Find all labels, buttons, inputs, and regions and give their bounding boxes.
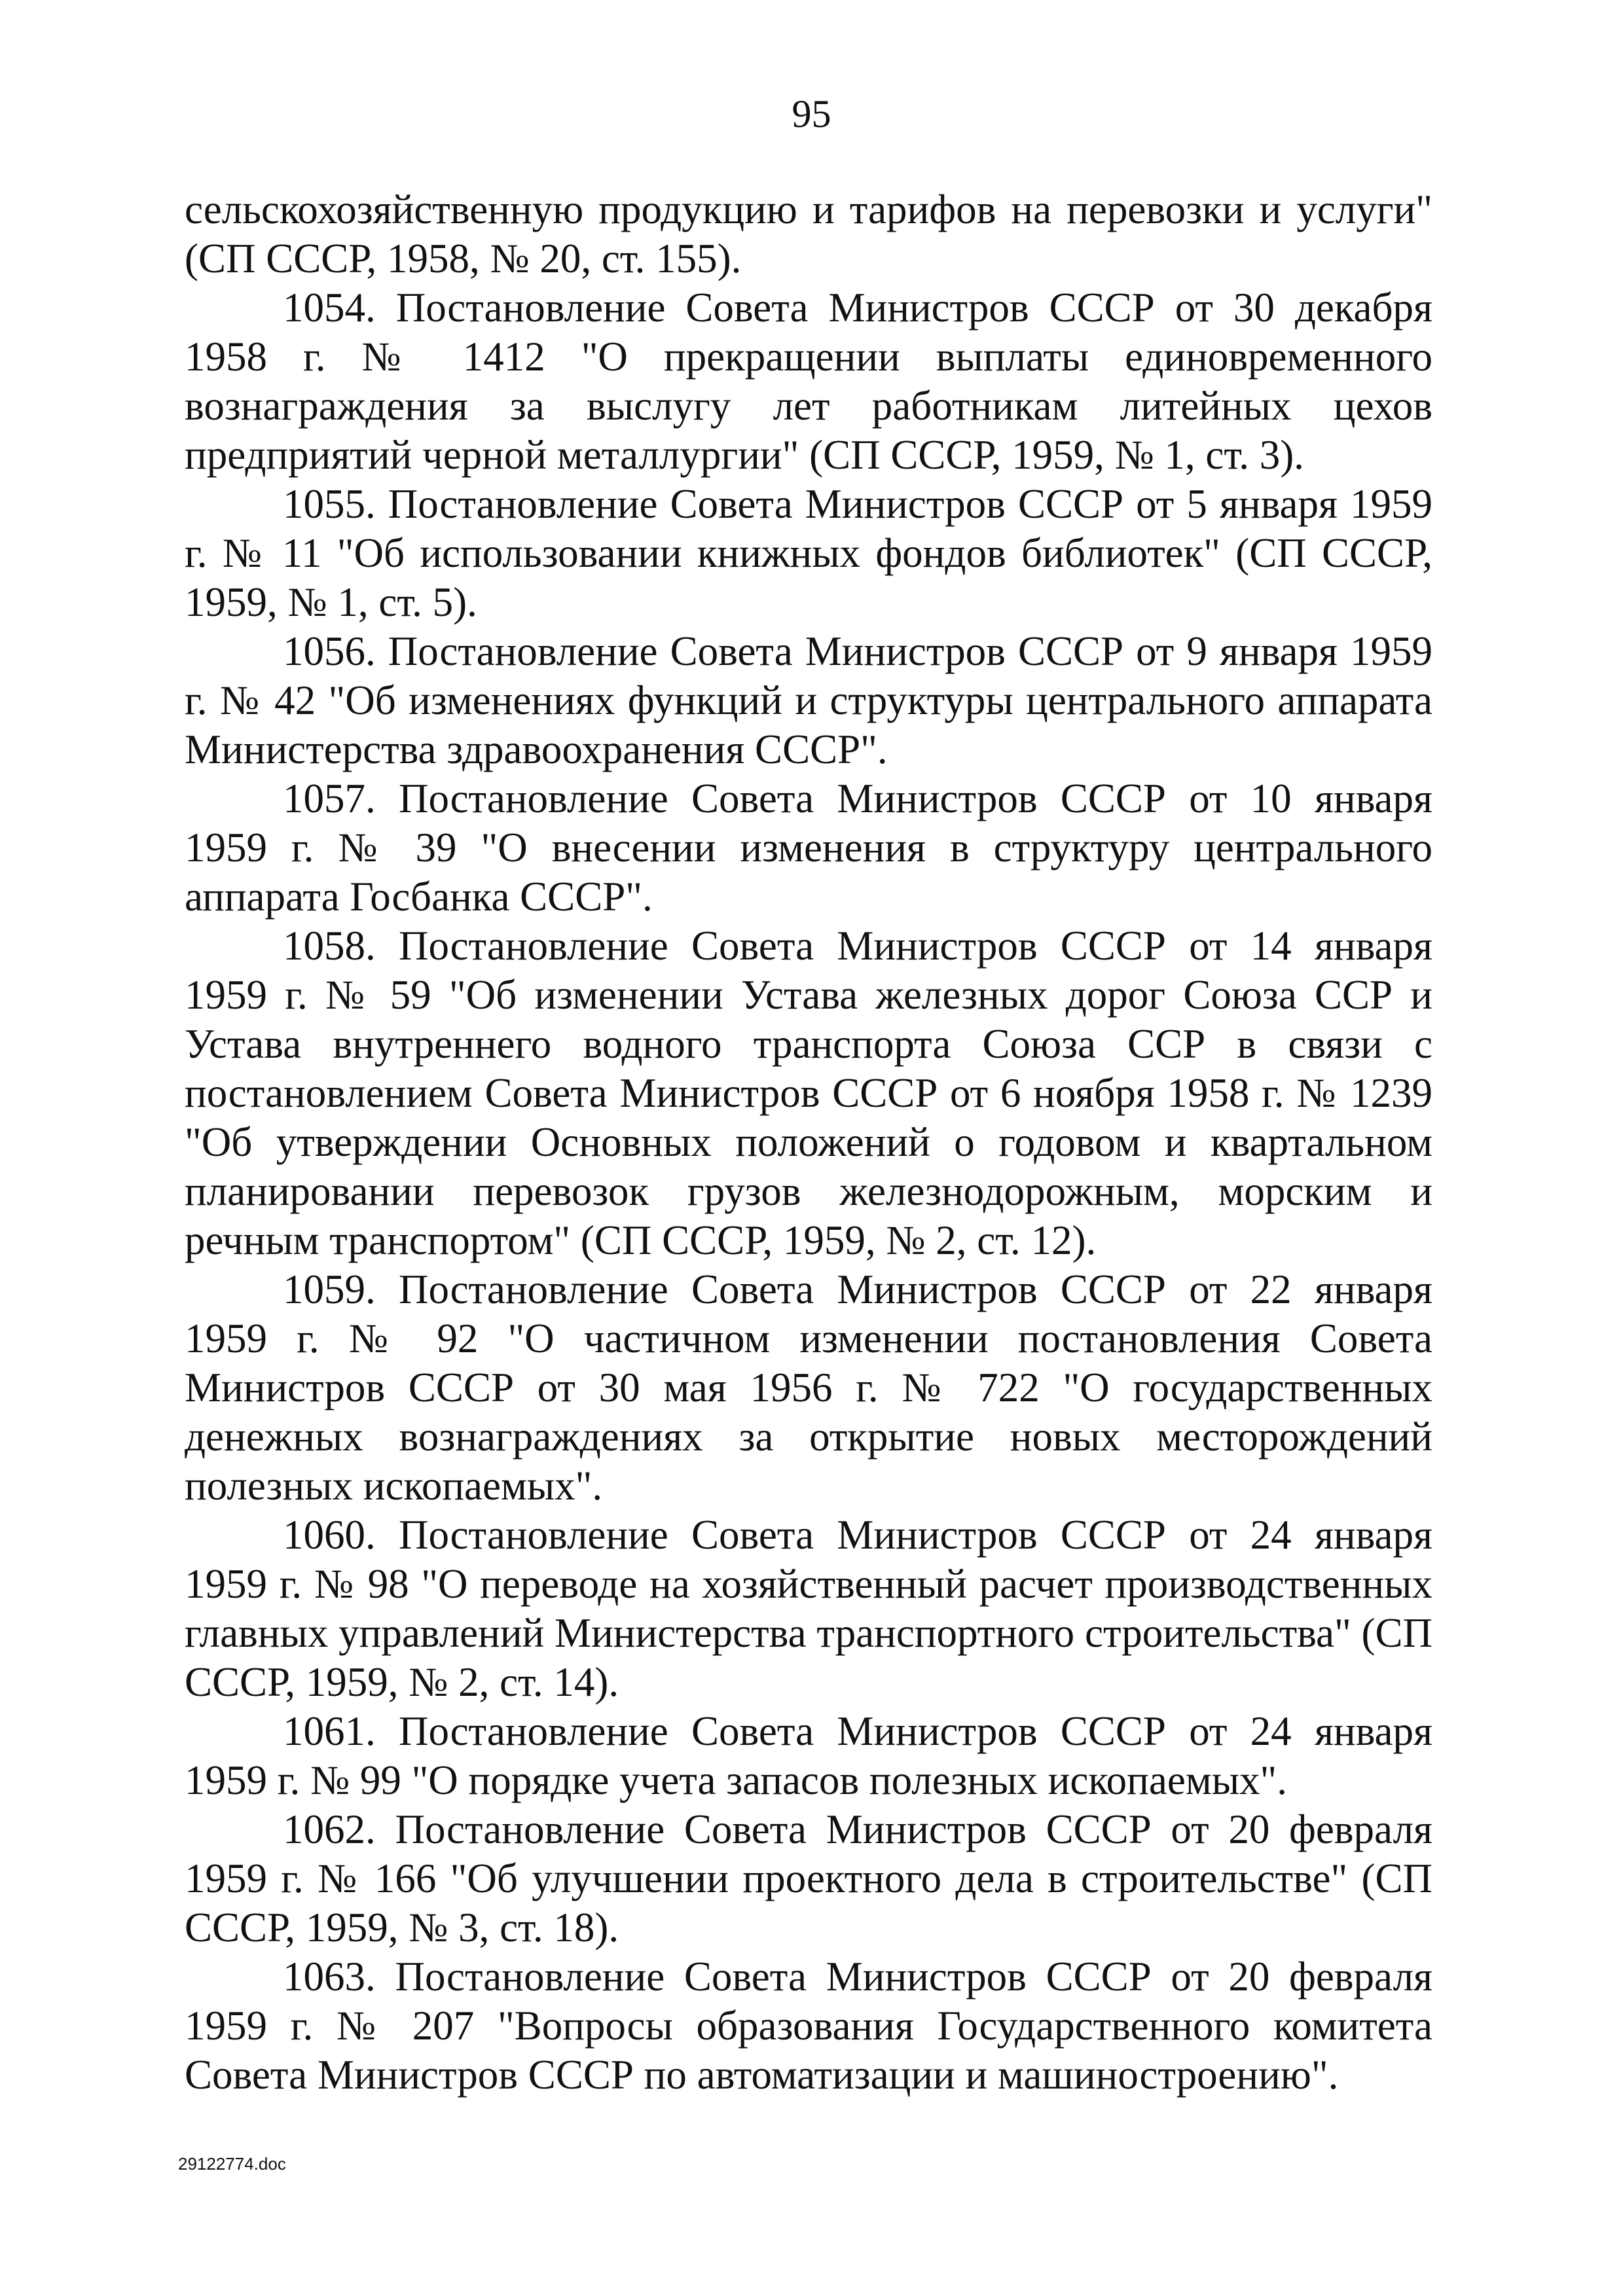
document-body [185,185,1432,2100]
paragraph-1061: 1061. Постановление Совета Министров СССР от 24 января 1959 г. № 99 "О порядке учета запасов полезных ископаемых". [185,1708,1432,1803]
paragraph-1057: 1057. Постановление Совета Министров СССР от 10 января 1959 г. № 39 "О внесении изменения в структуру центрального аппарата Госбанка СССР". [185,776,1432,920]
paragraph-1054: 1054. Постановление Совета Министров СССР от 30 декабря 1958 г. № 1412 "О прекращении выплаты единовременного вознаграждения за выслугу лет работникам литейных цехов предприятий черной металлургии" (СП СССР, 1959, № 1, ст. 3). [185,285,1432,478]
paragraph-continuation: сельскохозяйственную продукцию и тарифов на перевозки и услуги" (СП СССР, 1958, № 20, ст. 155). [185,187,1432,281]
paragraph-1059: 1059. Постановление Совета Министров СССР от 22 января 1959 г. № 92 "О частичном изменении постановления Совета Министров СССР от 30 мая 1956 г. № 722 "О государственных денежных вознаграждениях за открытие новых месторождений полезных ископаемых". [185,1266,1432,1509]
paragraph-1062: 1062. Постановление Совета Министров СССР от 20 февраля 1959 г. № 166 "Об улучшении проектного дела в строительстве" (СП СССР, 1959, № 3, ст. 18). [185,1806,1432,1950]
page-number: 95 [792,92,831,135]
paragraph-1056: 1056. Постановление Совета Министров СССР от 9 января 1959 г. № 42 "Об изменениях функций и структуры центрального аппарата Министерства здравоохранения СССР". [185,628,1432,772]
paragraph-1063: 1063. Постановление Совета Министров СССР от 20 февраля 1959 г. № 207 "Вопросы образования Государственного комитета Совета Министров СССР по автоматизации и машиностроению". [185,1954,1432,2098]
document-filename-footer: 29122774.doc [178,2154,286,2174]
paragraph-1058: 1058. Постановление Совета Министров СССР от 14 января 1959 г. № 59 "Об изменении Устава железных дорог Союза ССР и Устава внутреннего водного транспорта Союза ССР в связи с постановлением Совета Министров СССР от 6 ноября 1958 г. № 1239 "Об утверждении Основных положений о годовом и квартальном планировании перевозок грузов железнодорожным, морским и речным транспортом" (СП СССР, 1959, № 2, ст. 12). [185,923,1432,1263]
paragraph-1060: 1060. Постановление Совета Министров СССР от 24 января 1959 г. № 98 "О переводе на хозяйственный расчет производственных главных управлений Министерства транспортного строительства" (СП СССР, 1959, № 2, ст. 14). [185,1512,1432,1705]
paragraph-1055: 1055. Постановление Совета Министров СССР от 5 января 1959 г. № 11 "Об использовании книжных фондов библиотек" (СП СССР, 1959, № 1, ст. 5). [185,481,1432,625]
